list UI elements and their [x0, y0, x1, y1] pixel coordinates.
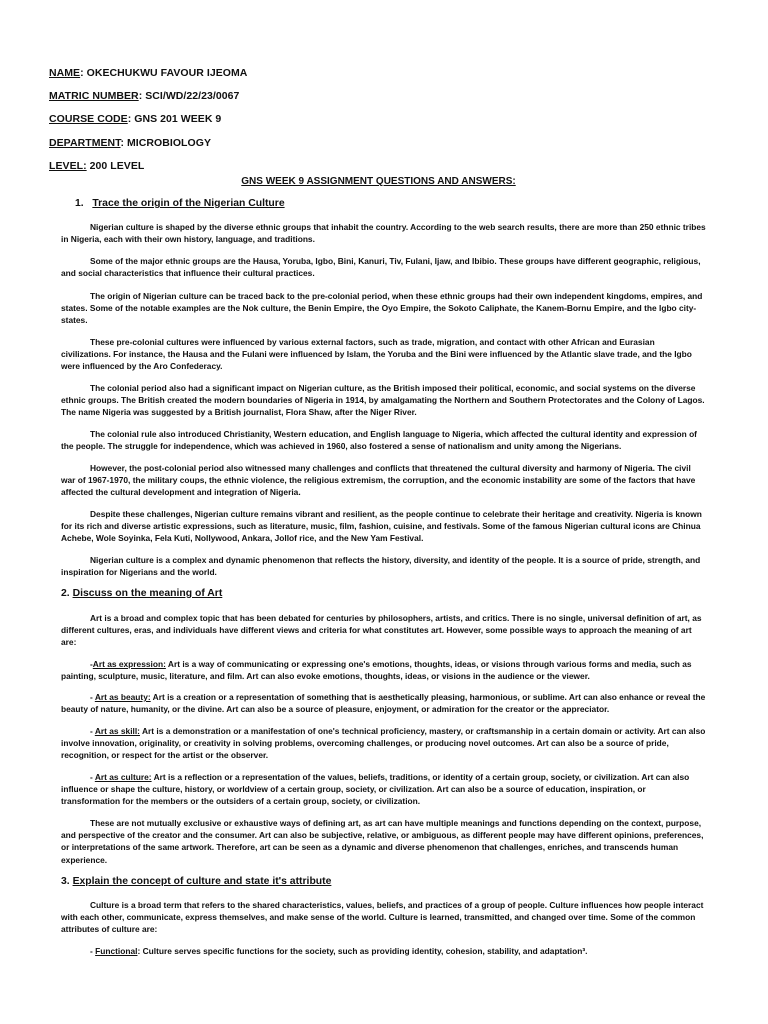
- q2-conclusion: These are not mutually exclusive or exhaustive ways of defining art, as art can have multiple meanings and functions depending on the context, purpose, and perspective of the creator and the consumer. Art can also be subjective, relative, or ambiguous, as different people may have different opinions, preferences, or interpretations of the same artwork. Therefore, art can be seen as a dynamic and diverse phenomenon that challenges, enriches, and transcends human experience.: [61, 818, 704, 865]
- q3-item-term: Functional: [95, 946, 138, 956]
- q1-paragraph: The origin of Nigerian culture can be traced back to the pre-colonial period, when these ethnic groups had their own independent kingdoms, empires, and states. Some of the notable examples are the Nok culture, the Benin Empire, the Oyo Empire, the Sokoto Caliphate, the Kanem-Bornu Empire, and the Igbo city-states.: [61, 291, 703, 326]
- course-line: [49, 113, 221, 125]
- department-line: [49, 137, 211, 149]
- question-2-title: Discuss on the meaning of Art: [72, 588, 223, 599]
- question-2-number: 2.: [61, 588, 70, 599]
- q2-item-term: Art as culture:: [94, 772, 152, 782]
- q1-paragraph: These pre-colonial cultures were influenced by various external factors, such as trade, migration, and contact with other African and Eurasian civilizations. For instance, the Hausa and the Fulani were influenced by Islam, the Yoruba and the Bini were influenced by the Atlantic slave trade, and the Igbo were influenced by the Aro Confederacy.: [61, 337, 692, 372]
- q1-paragraph: Some of the major ethnic groups are the Hausa, Yoruba, Igbo, Bini, Kanuri, Tiv, Fulani, Ijaw, and Ibibio. These groups have different geographic, religious, and social characteristics that influence their cultural practices.: [61, 256, 701, 279]
- document-title: GNS WEEK 9 ASSIGNMENT QUESTIONS AND ANSWERS:: [241, 176, 516, 187]
- q2-list-item: - Art as beauty: Art is a creation or a representation of something that is aesthetically pleasing, harmonious, or sublime. Art can also enhance or reveal the beauty of nature, humanity, or the divine. Art can also be a source of pleasure, enjoyment, or admiration for the creator or the appreciator.: [61, 692, 706, 715]
- course-value: : GNS 201 WEEK 9: [127, 113, 222, 125]
- q1-paragraph: Despite these challenges, Nigerian culture remains vibrant and resilient, as the people continue to celebrate their heritage and creativity. Nigeria is known for its rich and diverse artistic expressions, such as literature, music, film, fashion, cuisine, and festivals. Some of the famous Nigerian cultural icons are Chinua Achebe, Wole Soyinka, Fela Kuti, Nollywood, Ankara, Jollof rice, and the New Yam Festival.: [61, 509, 702, 544]
- question-3-number: 3.: [61, 876, 70, 887]
- department-label: DEPARTMENT: [49, 137, 121, 149]
- name-value: : OKECHUKWU FAVOUR IJEOMA: [80, 67, 248, 79]
- matric-line: [49, 90, 239, 102]
- question-1-heading: [75, 198, 285, 209]
- level-value: 200 LEVEL: [86, 160, 145, 172]
- matric-label: MATRIC NUMBER: [49, 90, 139, 102]
- q2-list-item: -Art as expression: Art is a way of communicating or expressing one's emotions, thoughts, ideas, or visions through various forms and media, such as painting, sculpture, music, literature, and film. Art can also evoke emotions, thoughts, ideas, or visions in the audience or the viewer.: [61, 659, 692, 682]
- q3-intro: Culture is a broad term that refers to the shared characteristics, values, beliefs, and practices of a group of people. Culture influences how people interact with each other, communicate, express themselves, and make sense of the world. Culture is learned, transmitted, and changed over time. Some of the common attributes of culture are:: [61, 900, 704, 935]
- q1-paragraph: The colonial period also had a significant impact on Nigerian culture, as the British imposed their political, economic, and social systems on the diverse ethnic groups. The British created the modern boundaries of Nigeria in 1914, by amalgamating the Northern and Southern Protectorates and the Colony of Lagos. The name Nigeria was suggested by a British journalist, Flora Shaw, after the Niger River.: [61, 383, 705, 418]
- name-line: [49, 67, 247, 79]
- level-line: [49, 160, 144, 172]
- q2-list-item: - Art as skill: Art is a demonstration or a manifestation of one's technical proficiency, mastery, or craftsmanship in a certain domain or activity. Art can also involve innovation, originality, or creativity in solving problems, overcoming challenges, or producing novel outcomes. Art can also be a source of pride, recognition, or respect for the artist or the observer.: [61, 726, 706, 761]
- q1-paragraph: The colonial rule also introduced Christianity, Western education, and English language to Nigeria, which affected the cultural identity and expression of the people. The struggle for independence, which was achieved in 1960, also fostered a sense of nationalism and unity among the Nigerians.: [61, 429, 697, 452]
- matric-value: : SCI/WD/22/23/0067: [138, 90, 240, 102]
- course-label: COURSE CODE: [49, 113, 128, 125]
- department-value: : MICROBIOLOGY: [120, 137, 212, 149]
- question-3-title: Explain the concept of culture and state it's attribute: [72, 876, 332, 887]
- q1-paragraph: However, the post-colonial period also witnessed many challenges and conflicts that threatened the cultural diversity and harmony of Nigeria. The civil war of 1967-1970, the military coups, the ethnic violence, the religious extremism, the corruption, and the economic instability are some of the factors that have affected the cultural development and integration of Nigeria.: [61, 463, 696, 498]
- q2-intro: Art is a broad and complex topic that has been debated for centuries by philosophers, artists, and critics. There is no single, universal definition of art, as different cultures, eras, and individuals have different views and criteria for what constitutes art. However, some possible ways to approach the meaning of art are:: [61, 613, 702, 648]
- q2-item-term: Art as skill:: [94, 726, 140, 736]
- q2-item-term: Art as beauty:: [94, 692, 151, 702]
- q2-item-term: Art as expression:: [92, 659, 166, 669]
- q3-list-item: - Functional: Culture serves specific functions for the society, such as providing identity, cohesion, stability, and adaptation³.: [90, 946, 588, 956]
- question-3-heading: [61, 876, 331, 887]
- q2-list-item: - Art as culture: Art is a reflection or a representation of the values, beliefs, traditions, or identity of a certain group, society, or civilization. Art can also influence or shape the culture, history, or worldview of a certain group, society, or civilization. Art can also be a source of education, inspiration, or transformation for the members or the outsiders of a certain group, society, or civilization.: [61, 772, 690, 807]
- question-2-heading: [61, 588, 222, 599]
- question-1-number: 1.: [75, 198, 84, 209]
- name-label: NAME: [49, 67, 81, 79]
- level-label: LEVEL:: [49, 160, 87, 172]
- q1-paragraph: Nigerian culture is a complex and dynamic phenomenon that reflects the history, diversity, and identity of the people. It is a source of pride, strength, and inspiration for Nigerians and the world.: [61, 555, 701, 578]
- question-1-title: Trace the origin of the Nigerian Culture: [92, 198, 285, 209]
- q1-paragraph: Nigerian culture is shaped by the diverse ethnic groups that inhabit the country. According to the web search results, there are more than 250 ethnic tribes in Nigeria, each with their own history, language, and traditions.: [61, 222, 706, 245]
